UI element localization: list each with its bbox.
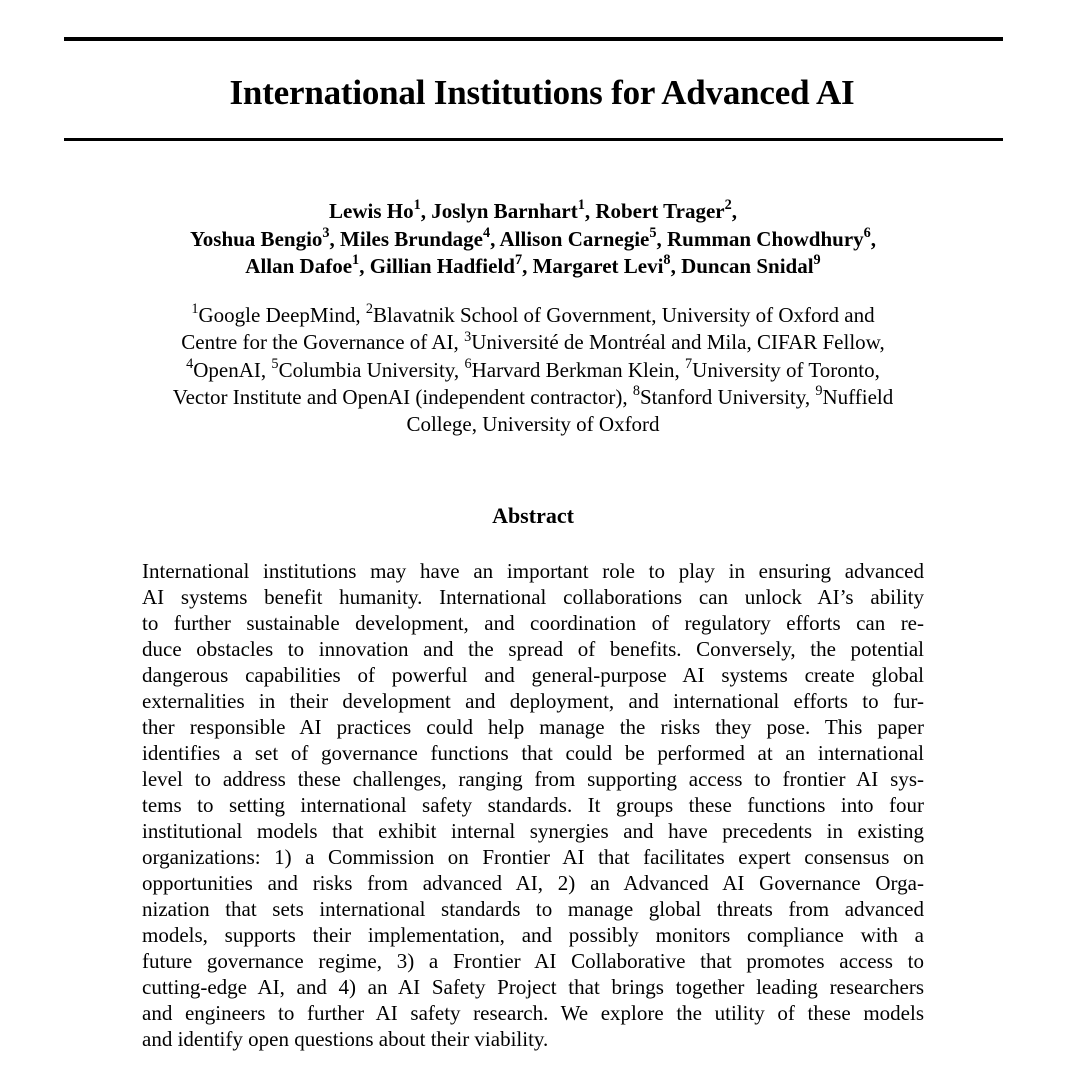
abstract-line: future governance regime, 3) a Frontier AI Collaborative that promotes access to	[142, 949, 924, 973]
abstract-line: and identify open questions about their viability.	[142, 1027, 549, 1051]
abstract-line: nization that sets international standards to manage global threats from advanced	[142, 897, 924, 921]
affiliation-line: $^1$Google DeepMind, $^2$Blavatnik School of Government, University of Oxford and	[191, 301, 875, 327]
author: Lewis Ho$^1$,	[329, 197, 432, 223]
abstract-line: institutional models that exhibit internal synergies and have precedents in existing	[142, 819, 924, 843]
abstract-line: cutting-edge AI, and 4) an AI Safety Project that brings together leading researchers	[142, 975, 924, 999]
title-top-rule	[64, 37, 1003, 41]
author: Margaret Levi$^8$,	[532, 252, 682, 278]
title-bottom-rule	[64, 138, 1003, 141]
affiliation-line: Vector Institute and OpenAI (independent contractor), $^8$Stanford University, $^9$Nuffield	[172, 383, 894, 409]
abstract-line: ther responsible AI practices could help manage the risks they pose. This paper	[142, 715, 924, 739]
author: Rumman Chowdhury$^6$,	[667, 224, 877, 251]
affiliation-line: $^4$OpenAI, $^5$Columbia University, $^6$Harvard Berkman Klein, $^7$University of Toronto,	[186, 355, 880, 382]
author: Allan Dafoe$^1$,	[245, 252, 370, 278]
abstract-line: duce obstacles to innovation and the spread of benefits. Conversely, the potential	[142, 637, 924, 661]
abstract-line: dangerous capabilities of powerful and general-purpose AI systems create global	[142, 663, 924, 687]
abstract-line: to further sustainable development, and coordination of regulatory efforts can re-	[142, 611, 924, 635]
author-line	[0, 198, 1066, 226]
abstract-line: models, supports their implementation, and possibly monitors compliance with a	[142, 923, 924, 947]
author: Robert Trager$^2$,	[595, 197, 737, 223]
author: Joslyn Barnhart$^1$,	[431, 197, 596, 223]
author: Yoshua Bengio$^3$,	[189, 224, 341, 251]
affiliations	[0, 302, 1066, 438]
abstract-body	[142, 558, 924, 1052]
abstract-line: and engineers to further AI safety research. We explore the utility of these models	[142, 1001, 924, 1025]
author: Duncan Snidal$^9$	[681, 252, 821, 278]
author: Allison Carnegie$^5$,	[499, 224, 668, 251]
abstract-line: level to address these challenges, ranging from supporting access to frontier AI sys-	[142, 767, 924, 791]
abstract-line: International institutions may have an important role to play in ensuring advanced	[142, 559, 924, 583]
author-line	[0, 226, 1066, 254]
abstract-heading: Abstract	[492, 503, 574, 528]
author: Miles Brundage$^4$,	[340, 224, 500, 251]
author-line	[0, 253, 1066, 281]
author: Gillian Hadfield$^7$,	[369, 252, 533, 278]
affiliation-line: Centre for the Governance of AI, $^3$Université de Montréal and Mila, CIFAR Fellow,	[181, 328, 885, 355]
abstract-line: identifies a set of governance functions that could be performed at an international	[142, 741, 924, 765]
abstract-line: opportunities and risks from advanced AI, 2) an Advanced AI Governance Orga-	[142, 871, 924, 895]
abstract-line: tems to setting international safety standards. It groups these functions into four	[142, 793, 924, 817]
abstract-line: externalities in their development and deployment, and international efforts to fur-	[142, 689, 924, 713]
author-list	[0, 198, 1066, 281]
abstract-line: AI systems benefit humanity. International collaborations can unlock AI’s ability	[142, 585, 924, 609]
paper-title: International Institutions for Advanced AI	[229, 73, 855, 112]
abstract-line: organizations: 1) a Commission on Frontier AI that facilitates expert consensus on	[142, 845, 924, 869]
affiliation-line: College, University of Oxford	[406, 412, 660, 437]
